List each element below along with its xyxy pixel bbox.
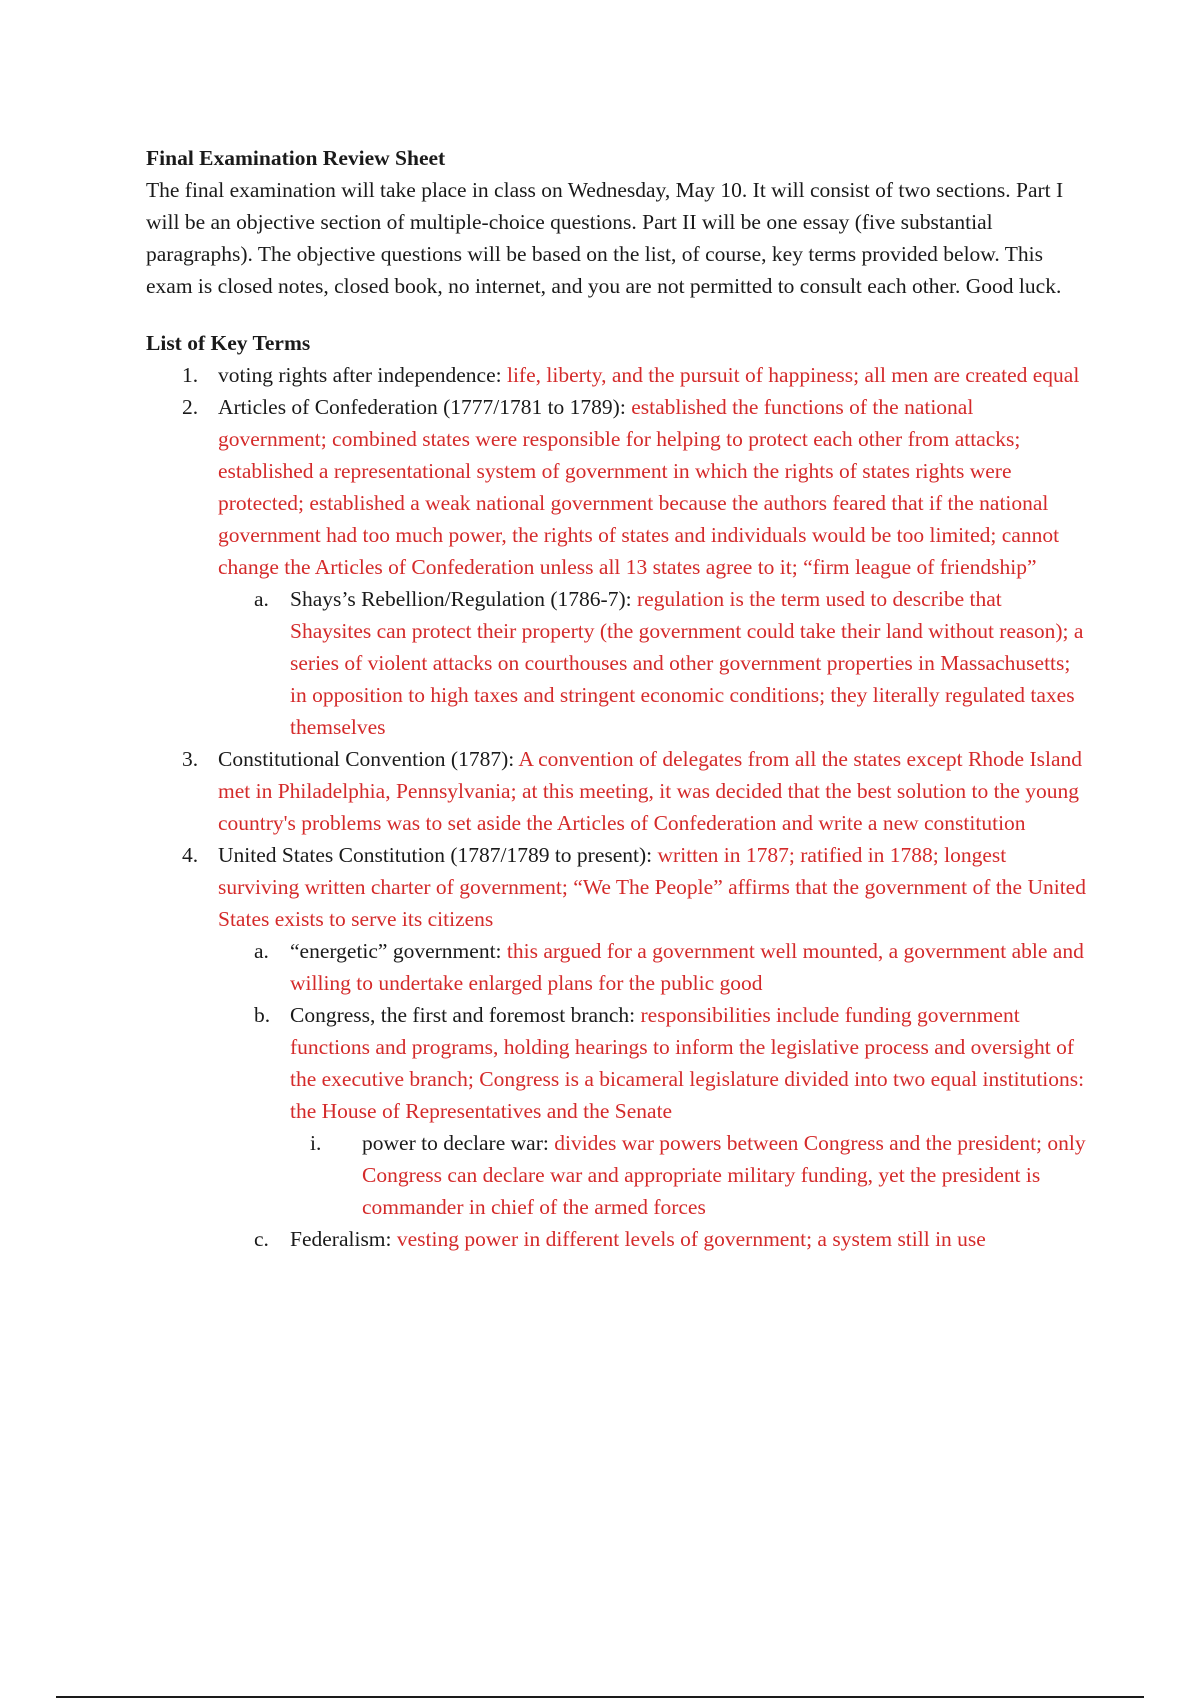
term-definition: vesting power in different levels of government; a system still in use — [396, 1227, 986, 1251]
list-marker: 1. — [182, 363, 199, 387]
page-title: Final Examination Review Sheet — [146, 146, 446, 170]
list-marker: 4. — [182, 843, 199, 867]
term-name: “energetic” government: — [290, 939, 507, 963]
key-term-subsubitem — [146, 1127, 1086, 1223]
intro-paragraph: The final examination will take place in class on Wednesday, May 10. It will consist of two sections. Part I will be an objective section of multiple-choice questions. Part II will be one essay (five substantial paragraphs). The objective questions will be based on the list, of course, key terms provided below. This exam is closed notes, closed book, no internet, and you are not permitted to consult each other. Good luck. — [146, 178, 1064, 298]
term-definition: life, liberty, and the pursuit of happiness; all men are created equal — [506, 363, 1080, 387]
list-marker: a. — [254, 939, 269, 963]
key-term-subitem — [146, 583, 1086, 743]
term-definition: written in 1787; ratified in 1788; longest surviving written charter of government; “We The People” affirms that the government of the United States exists to serve its citizens — [218, 843, 1086, 931]
term-name: power to declare war: — [362, 1131, 555, 1155]
list-marker: c. — [254, 1227, 269, 1251]
list-marker: 3. — [182, 747, 199, 771]
term-name: voting rights after independence: — [218, 363, 507, 387]
key-term-item — [146, 391, 1086, 583]
term-definition: this argued for a government well mounted, a government able and willing to undertake enlarged plans for the public good — [290, 939, 1084, 995]
term-name: Congress, the first and foremost branch: — [290, 1003, 641, 1027]
key-terms-heading: List of Key Terms — [146, 331, 311, 355]
term-name: Federalism: — [290, 1227, 397, 1251]
term-definition: regulation is the term used to describe that Shaysites can protect their property (the government could take their land without reason); a series of violent attacks on courthouses and other government properties in Massachusetts; in opposition to high taxes and stringent economic conditions; they literally regulated taxes themselves — [290, 587, 1084, 739]
key-term-item — [146, 359, 1086, 391]
key-term-item — [146, 743, 1086, 839]
document-page — [146, 142, 1086, 1255]
list-marker: a. — [254, 587, 269, 611]
term-name: Shays’s Rebellion/Regulation (1786-7): — [290, 587, 637, 611]
list-marker: b. — [254, 1003, 271, 1027]
key-term-item — [146, 839, 1086, 935]
term-definition: A convention of delegates from all the states except Rhode Island met in Philadelphia, Pennsylvania; at this meeting, it was decided that the best solution to the young country's problems was to set aside the Articles of Confederation and write a new constitution — [218, 747, 1083, 835]
page-bottom-rule — [56, 1696, 1144, 1698]
key-term-subitem — [146, 1223, 1086, 1255]
term-name: Articles of Confederation (1777/1781 to 1789): — [218, 395, 632, 419]
list-marker: i. — [310, 1131, 322, 1155]
term-name: Constitutional Convention (1787): — [218, 747, 519, 771]
list-marker: 2. — [182, 395, 199, 419]
term-name: United States Constitution (1787/1789 to present): — [218, 843, 658, 867]
term-definition: established the functions of the national government; combined states were responsible for helping to protect each other from attacks; established a representational system of government in which the rights of states rights were protected; established a weak national government because the authors feared that if the national government had too much power, the rights of states and individuals would be too limited; cannot change the Articles of Confederation unless all 13 states agree to it; “firm league of friendship” — [218, 395, 1060, 579]
key-term-subitem — [146, 999, 1086, 1127]
key-term-subitem — [146, 935, 1086, 999]
term-definition: responsibilities include funding government functions and programs, holding hearings to inform the legislative process and oversight of the executive branch; Congress is a bicameral legislature divided into two equal institutions: the House of Representatives and the Senate — [290, 1003, 1085, 1123]
term-definition: divides war powers between Congress and the president; only Congress can declare war and appropriate military funding, yet the president is commander in chief of the armed forces — [362, 1131, 1086, 1219]
